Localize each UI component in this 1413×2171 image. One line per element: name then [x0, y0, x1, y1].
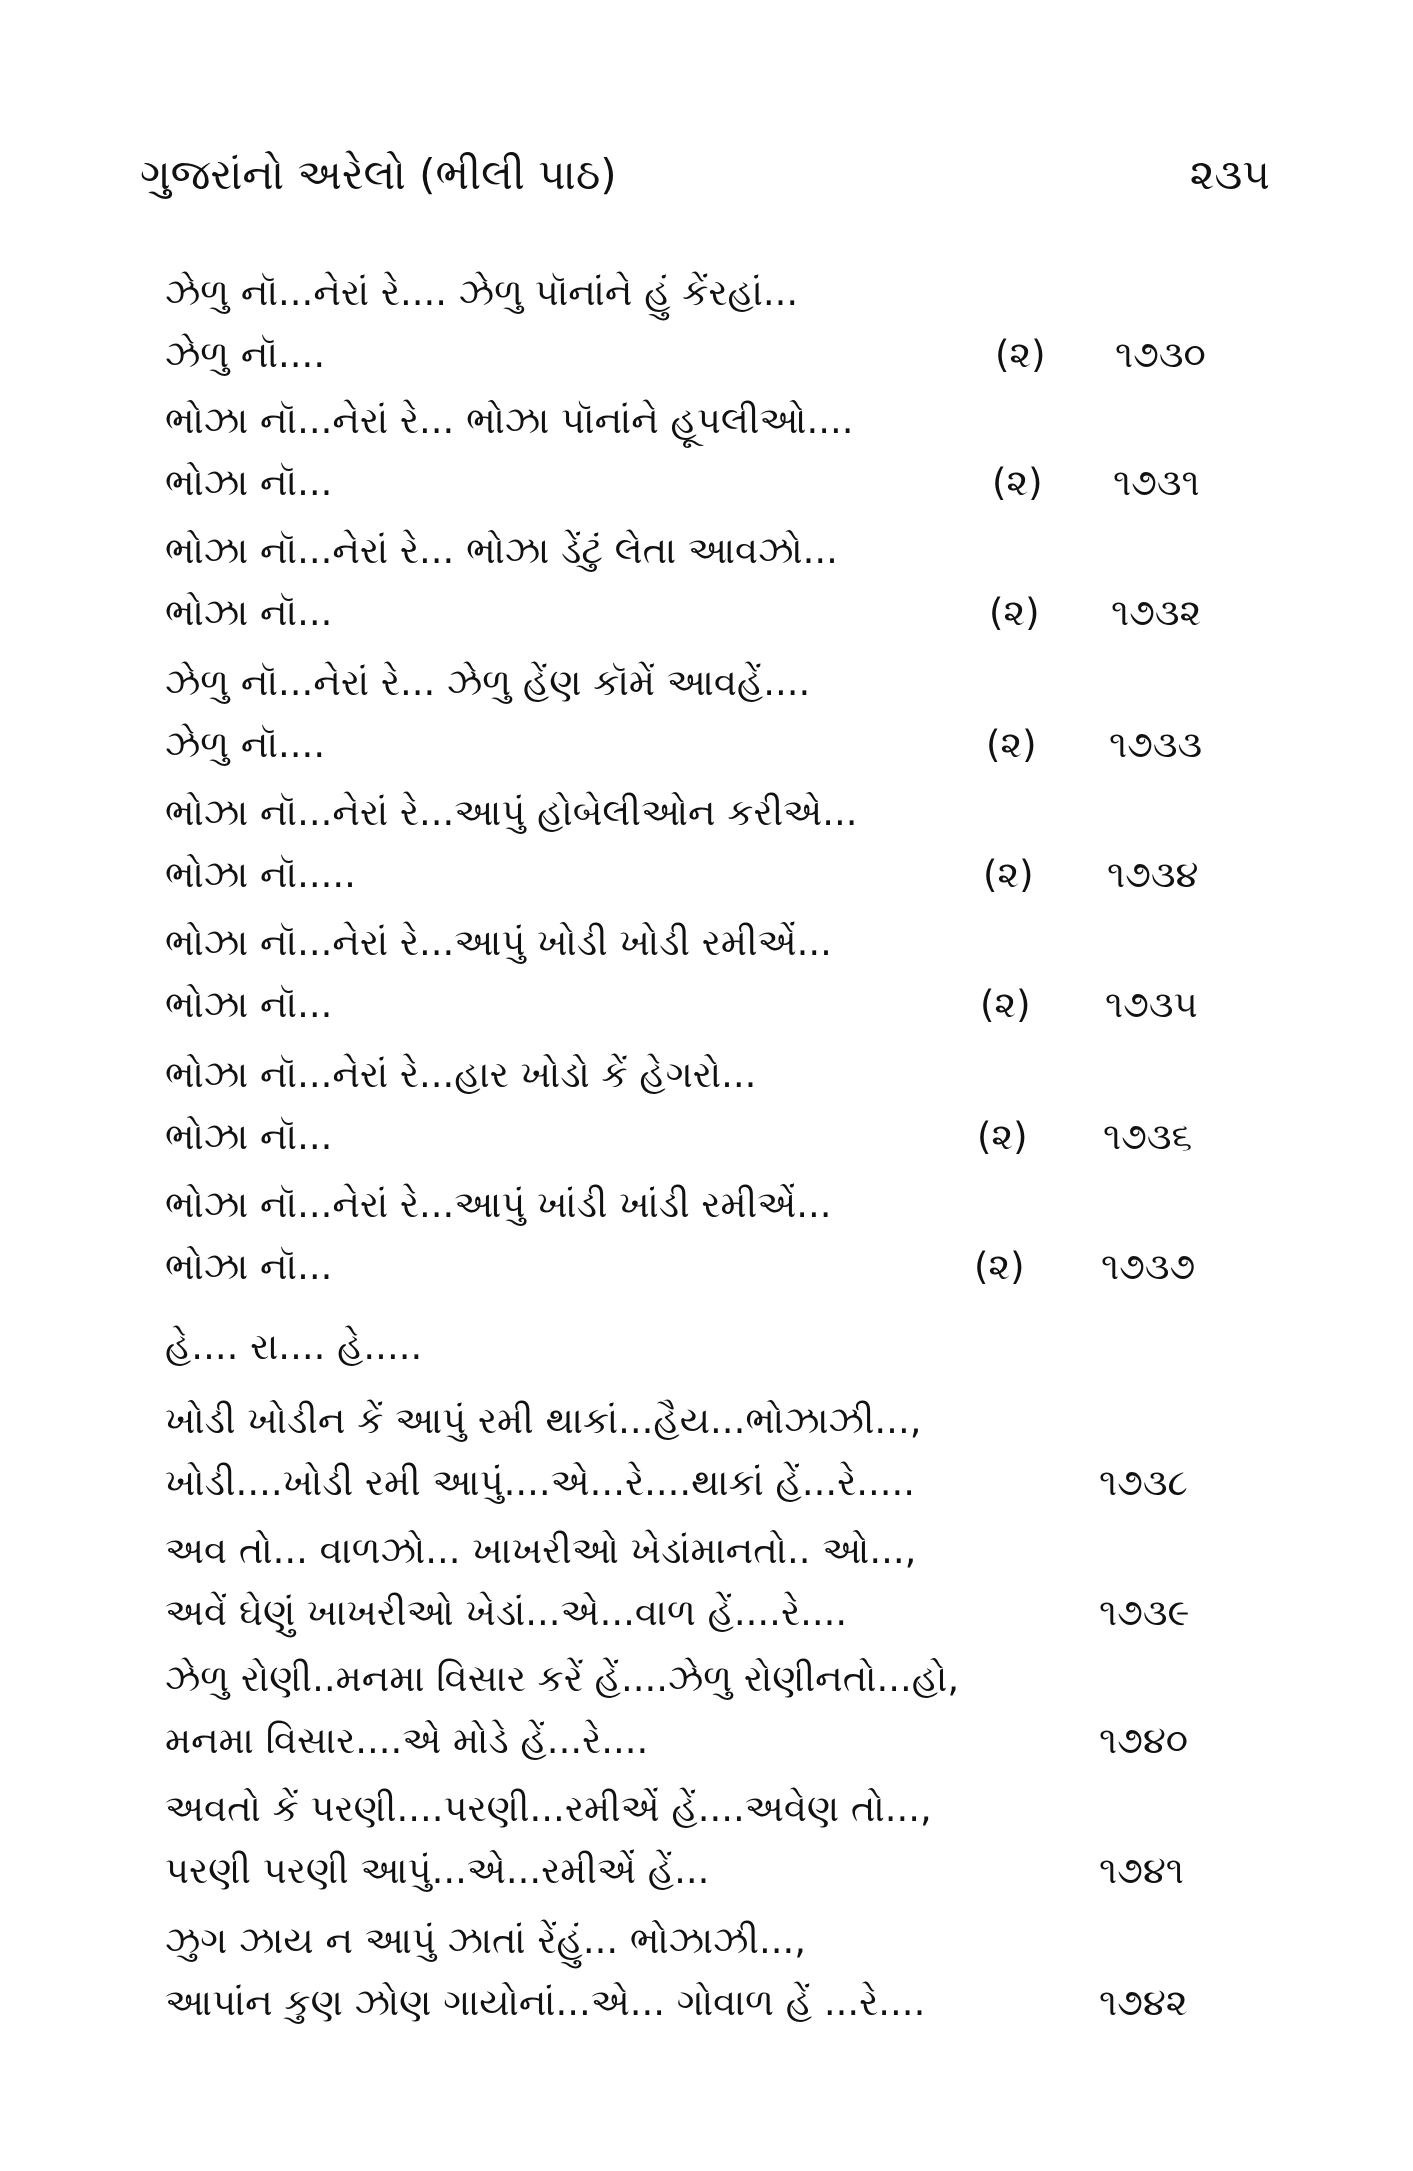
verse-stanza [165, 1174, 1265, 1298]
verse-text: અવતો કેં પરણી....પરણી...રમીએં હેં....અવેણ તો..., [165, 1787, 932, 1830]
verse-line [165, 714, 1265, 776]
verse-text: ઝેળુ નૉ...નેરાં રે.... ઝેળુ પૉનાંને હું કેંરહાં... [165, 271, 799, 314]
verse-stanza [165, 1648, 1265, 1772]
verse-number: ૧૭૩૫ [1105, 983, 1198, 1026]
verse-text: ભોઝા નૉ...નેરાં રે...આપું ખોડી ખોડી રમીએં... [165, 921, 832, 964]
verse-line [165, 452, 1265, 514]
verse-number: ૧૭૩૦ [1115, 333, 1206, 376]
verse-text: ભોઝા નૉ...નેરાં રે...આપું ખાંડી ખાંડી રમીએં... [165, 1183, 832, 1226]
verse-line [165, 1174, 1265, 1236]
verse-number: ૧૭૩૭ [1101, 1245, 1196, 1288]
verse-number: ૧૭૩૨ [1111, 591, 1202, 634]
verse-stanza [165, 1910, 1265, 2034]
verse-number: ૧૭૪૨ [1099, 1981, 1188, 2024]
verse-text: ખોડી....ખોડી રમી આપું....એ...રે....થાકાં હેં...રે..... [165, 1461, 916, 1504]
verse-text: ઝેળુ નૉ...નેરાં રે... ઝેળુ હેંણ કૉમેં આવહેં.... [165, 661, 811, 704]
verse-text: હે.... રા.... હે..... [165, 1325, 423, 1368]
verse-line [165, 1106, 1265, 1168]
verse-stanza [165, 1778, 1265, 1902]
verse-line [165, 1390, 1265, 1452]
verse-text: ભોઝા નૉ...નેરાં રે... ભોઝા પૉનાંને હૂપલીઓ.... [165, 399, 854, 442]
verse-stanza [165, 652, 1265, 776]
repeat-marker: (૨) [983, 853, 1034, 896]
verse-number: ૧૭૩૯ [1099, 1591, 1190, 1634]
verse-number: ૧૭૪૧ [1099, 1849, 1184, 1892]
repeat-marker: (૨) [995, 333, 1046, 376]
verse-line [165, 582, 1265, 644]
verse-text: અવેં ઘેણું ખાખરીઓ ખેડાં...એ...વાળ હેં....રે.... [165, 1591, 848, 1634]
verse-text: ભોઝા નૉ...નેરાં રે... ભોઝા ડેંટું લેતા આવઝો... [165, 529, 838, 572]
verse-number: ૧૭૩૪ [1107, 853, 1199, 896]
verse-line [165, 1236, 1265, 1298]
verse-text: મનમા વિસાર....એ મોડે હેં...રે.... [165, 1719, 649, 1762]
verse-line [165, 324, 1265, 386]
verse-text: ઝેળુ રોણી..મનમા વિસાર કરેં હેં....ઝેળુ રોણીનતો...હો, [165, 1657, 960, 1700]
verse-stanza [165, 912, 1265, 1036]
verse-stanza [165, 520, 1265, 644]
verse-line [165, 1520, 1265, 1582]
verse-line [165, 1840, 1265, 1902]
verse-line [165, 974, 1265, 1036]
verse-text: ખોડી ખોડીન કેં આપું રમી થાકાં...હૈય...ભોઝાઝી..., [165, 1399, 922, 1442]
verse-line [165, 1582, 1265, 1644]
repeat-marker: (૨) [974, 1245, 1025, 1288]
verse-number: ૧૭૩૩ [1109, 723, 1203, 766]
verse-stanza [165, 1390, 1265, 1514]
verse-stanza [165, 390, 1265, 514]
verse-stanza [165, 1044, 1265, 1168]
verse-line [165, 652, 1265, 714]
verse-text: ભોઝા નૉ... [165, 1115, 333, 1158]
verse-line [165, 912, 1265, 974]
verse-text: અવ તો... વાળઝો... ખાખરીઓ ખેડાંમાનતો.. ઓ..., [165, 1529, 917, 1572]
verse-text: ભોઝા નૉ..... [165, 853, 356, 896]
verse-line [165, 1316, 1265, 1378]
page-title: ગુજરાંનો અરેલો (ભીલી પાઠ) [140, 150, 617, 199]
verse-text: ઝુગ ઝાય ન આપું ઝાતાં રેંહું... ભોઝાઝી..., [165, 1919, 806, 1962]
verse-number: ૧૭૩૬ [1103, 1115, 1193, 1158]
verse-line [165, 1452, 1265, 1514]
verse-line [165, 262, 1265, 324]
verse-line [165, 1778, 1265, 1840]
verse-number: ૧૭૪૦ [1099, 1719, 1189, 1762]
verse-line [165, 782, 1265, 844]
repeat-marker: (૨) [989, 591, 1040, 634]
verse-text: ભોઝા નૉ... [165, 1245, 333, 1288]
verse-text: ઝેળુ નૉ.... [165, 723, 326, 766]
verse-text: ભોઝા નૉ... [165, 983, 333, 1026]
verse-stanza [165, 782, 1265, 906]
repeat-marker: (૨) [986, 723, 1037, 766]
verse-line [165, 1910, 1265, 1972]
verse-line [165, 1648, 1265, 1710]
verse-stanza [165, 262, 1265, 386]
repeat-marker: (૨) [992, 461, 1043, 504]
verse-number: ૧૭૩૮ [1099, 1461, 1188, 1504]
verse-stanza [165, 1316, 1265, 1378]
verse-stanza [165, 1520, 1265, 1644]
verse-text: ભોઝા નૉ...નેરાં રે...આપું હોબેલીઓન કરીએ... [165, 791, 858, 834]
verse-line [165, 390, 1265, 452]
verse-line [165, 1710, 1265, 1772]
verse-line [165, 520, 1265, 582]
verse-text: ભોઝા નૉ... [165, 591, 333, 634]
repeat-marker: (૨) [980, 983, 1031, 1026]
verse-text: પરણી પરણી આપું...એ...રમીએં હેં... [165, 1849, 710, 1892]
verse-text: આપાંન કુણ ઝોણ ગાયોનાં...એ... ગોવાળ હેં ...રે.... [165, 1981, 926, 2024]
verse-line [165, 844, 1265, 906]
verse-line [165, 1044, 1265, 1106]
page-number: ૨૩૫ [1189, 150, 1270, 199]
verse-line [165, 1972, 1265, 2034]
repeat-marker: (૨) [977, 1115, 1028, 1158]
verse-number: ૧૭૩૧ [1113, 461, 1200, 504]
verse-text: ભોઝા નૉ...નેરાં રે...હાર ખોડો કેં હેગરો... [165, 1053, 757, 1096]
verse-text: ઝેળુ નૉ.... [165, 333, 326, 376]
verse-text: ભોઝા નૉ... [165, 461, 333, 504]
